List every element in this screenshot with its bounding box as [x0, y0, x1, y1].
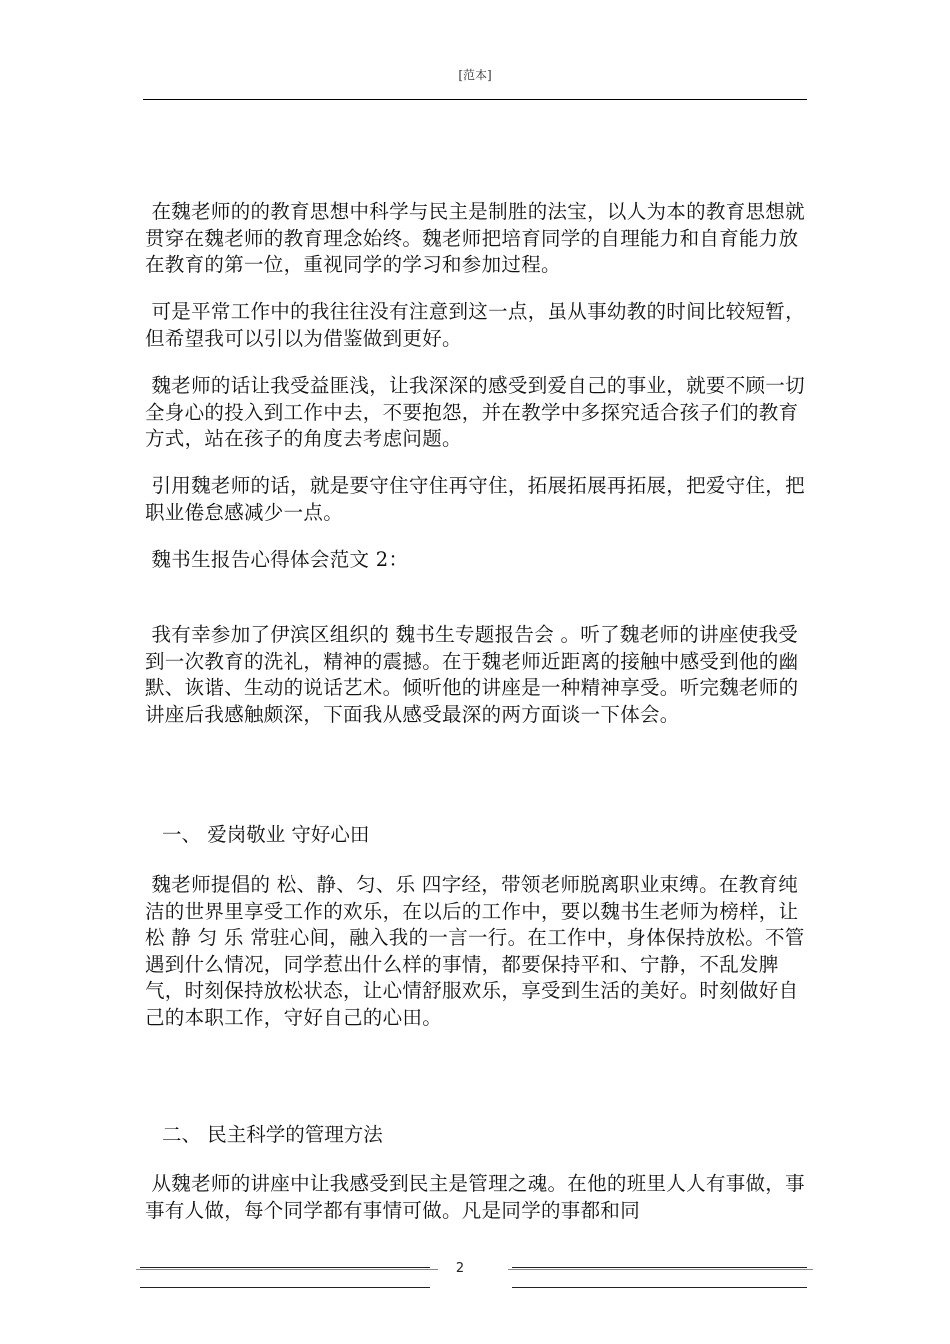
paragraph-1: 在魏老师的的教育思想中科学与民主是制胜的法宝，以人为本的教育思想就贯穿在魏老师的教育理念始终。魏老师把培育同学的自理能力和自育能力放在教育的第一位，重视同学的学习和参加过程。: [145, 200, 805, 276]
page-number: 2: [455, 1261, 465, 1276]
section-subtitle: 魏书生报告心得体会范文 2：: [145, 548, 409, 571]
paragraph-2: 可是平常工作中的我往往没有注意到这一点，虽从事幼教的时间比较短暂，但希望我可以引以为借鉴做到更好。: [145, 300, 805, 350]
paragraph-3: 魏老师的话让我受益匪浅，让我深深的感受到爱自己的事业，就要不顾一切全身心的投入到工作中去，不要抱怨，并在教学中多探究适合孩子们的教育方式，站在孩子的角度去考虑问题。: [145, 374, 805, 450]
footer-divider-left-top: [140, 1267, 430, 1268]
paragraph-6: 魏老师提倡的 松、静、匀、乐 四字经，带领老师脱离职业束缚。在教育纯洁的世界里享受工作的欢乐，在以后的工作中，要以魏书生老师为榜样，让 松 静 匀 乐 常驻心间，融入我的一言一行。在工作中，身体保持放松。不管遇到什么情况，同学惹出什么样的事情，都要保持平和、宁静，不乱发脾气，时刻保持放松状态，让心情舒服欢乐，享受到生活的美好。时刻做好自己的本职工作，守好自己的心田。: [145, 873, 805, 1029]
header-divider: [143, 99, 807, 100]
section-heading-1: 一、 爱岗敬业 守好心田: [162, 823, 370, 846]
footer-divider-left-shadow: [136, 1269, 438, 1270]
footer-divider-right-bottom: [512, 1287, 807, 1288]
header-label: [范本]: [458, 68, 492, 82]
section-heading-2: 二、 民主科学的管理方法: [162, 1123, 383, 1146]
paragraph-5: 我有幸参加了伊滨区组织的 魏书生专题报告会 。听了魏老师的讲座使我受到一次教育的洗礼，精神的震撼。在于魏老师近距离的接触中感受到他的幽默、诙谐、生动的说话艺术。倾听他的讲座是一种精神享受。听完魏老师的讲座后我感触颇深，下面我从感受最深的两方面谈一下体会。: [145, 623, 799, 726]
paragraph-7: 从魏老师的讲座中让我感受到民主是管理之魂。在他的班里人人有事做，事事有人做，每个同学都有事情可做。凡是同学的事都和同: [145, 1172, 805, 1222]
footer-divider-right-top: [512, 1267, 807, 1268]
footer-divider-right-shadow: [508, 1269, 813, 1270]
footer-divider-left-bottom: [140, 1287, 430, 1288]
paragraph-4: 引用魏老师的话，就是要守住守住再守住，拓展拓展再拓展，把爱守住，把职业倦怠感减少一点。: [145, 474, 805, 524]
